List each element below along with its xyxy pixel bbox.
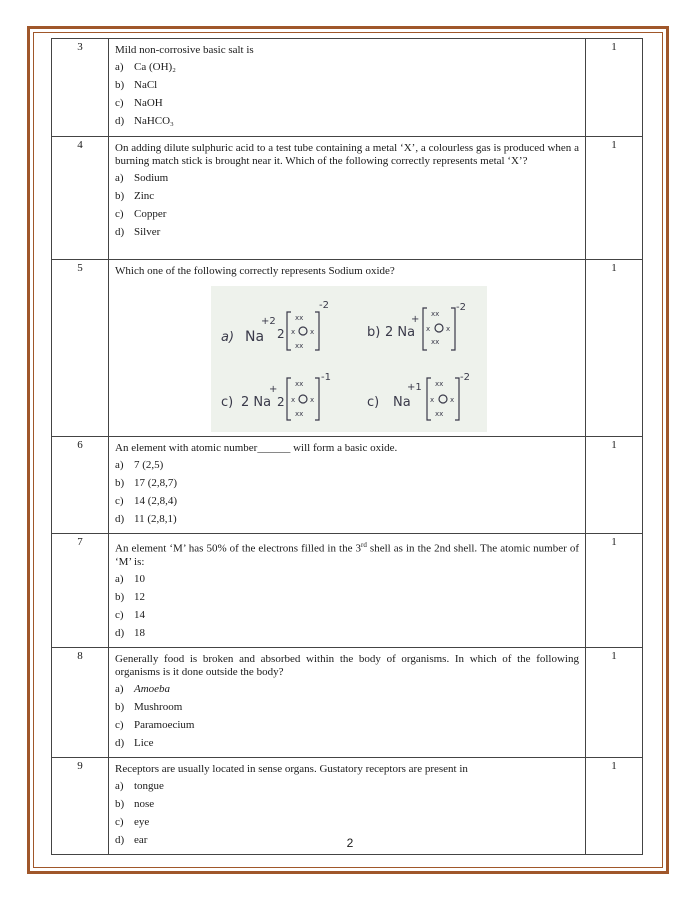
option-item: c) Copper [115, 208, 167, 220]
table-row [52, 39, 643, 137]
questions-table [51, 38, 643, 855]
svg-text:c): c) [221, 395, 234, 410]
structure-option-c1 [221, 372, 331, 420]
option-item: a) tongue [115, 779, 164, 792]
structure-option-c2 [367, 372, 470, 420]
svg-text:x: x [446, 325, 451, 333]
question-text: Generally food is broken and absorbed within the body of organisms. In which of the following organisms is it done outside the body? [115, 652, 579, 678]
question-marks: 1 [586, 39, 643, 137]
question-number: 4 [52, 137, 109, 260]
table-row [52, 260, 643, 437]
svg-text:xx: xx [295, 342, 304, 350]
svg-text:-2: -2 [460, 372, 470, 383]
option-item: c) NaOH [115, 97, 163, 109]
page-number: 2 [346, 836, 354, 850]
option-item: d) ear [115, 833, 148, 846]
svg-text:x: x [430, 396, 435, 404]
svg-text:a): a) [221, 330, 235, 345]
svg-text:-2: -2 [456, 302, 466, 313]
svg-text:x: x [291, 396, 296, 404]
svg-text:2 Na: 2 Na [385, 325, 416, 340]
table-row [52, 137, 643, 260]
question-marks: 1 [586, 260, 643, 437]
svg-text:x: x [310, 328, 315, 336]
option-item: a) 7 (2,5) [115, 459, 164, 471]
table-row [52, 647, 643, 757]
option-item: b) Zinc [115, 190, 155, 202]
question-text: On adding dilute sulphuric acid to a test tube containing a metal ‘X’, a colourless gas is produced when a burning match stick is brought near it. Which of the following correctly represents metal ‘X’? [115, 142, 579, 167]
question-marks: 1 [586, 757, 643, 854]
svg-text:xx: xx [435, 410, 444, 418]
svg-text:x: x [426, 325, 431, 333]
svg-text:xx: xx [435, 380, 444, 388]
question-marks: 1 [586, 647, 643, 757]
option-item: c) Paramoecium [115, 718, 195, 731]
option-item: a) Amoeba [115, 682, 171, 695]
svg-text:x: x [291, 328, 296, 336]
svg-text:xx: xx [431, 310, 440, 318]
question-text: Receptors are usually located in sense organs. Gustatory receptors are present in [115, 762, 468, 775]
question-text: An element ‘M’ has 50% of the electrons filled in the 3rd shell as in the 2nd shell. The atomic number of ‘M’ is: [115, 541, 580, 568]
table-row [52, 437, 643, 534]
svg-text:+1: +1 [407, 382, 422, 393]
svg-text:b): b) [367, 325, 381, 340]
option-item: d) NaHCO₃ [115, 115, 174, 127]
question-number: 6 [52, 437, 109, 534]
option-item: d) 11 (2,8,1) [115, 513, 177, 525]
option-item: b) 12 [115, 590, 145, 603]
option-item: c) 14 (2,8,4) [115, 495, 178, 507]
svg-text:c): c) [367, 395, 380, 410]
option-item: c) eye [115, 815, 150, 828]
question-number: 7 [52, 534, 109, 648]
svg-text:+2: +2 [261, 316, 276, 327]
question-marks: 1 [586, 137, 643, 260]
question-marks: 1 [586, 534, 643, 648]
option-item: c) 14 [115, 608, 145, 621]
svg-text:+: + [269, 384, 278, 395]
svg-text:xx: xx [295, 410, 304, 418]
structure-option-a [221, 300, 329, 350]
question-number: 9 [52, 757, 109, 854]
svg-text:2: 2 [277, 395, 285, 409]
svg-text:xx: xx [431, 338, 440, 346]
svg-text:Na: Na [245, 329, 265, 345]
option-item: a) Ca (OH)₂ [115, 61, 177, 73]
structure-option-b [367, 302, 466, 350]
svg-text:2 Na: 2 Na [241, 395, 272, 410]
svg-text:x: x [450, 396, 455, 404]
option-item: a) 10 [115, 572, 145, 585]
question-text: Which one of the following correctly represents Sodium oxide? [115, 265, 395, 277]
question-number: 5 [52, 260, 109, 437]
question-number: 3 [52, 39, 109, 137]
question-number: 8 [52, 647, 109, 757]
svg-text:-2: -2 [319, 300, 329, 311]
svg-text:2: 2 [277, 327, 285, 341]
option-item: d) 18 [115, 626, 145, 639]
question-text: Mild non-corrosive basic salt is [115, 44, 254, 56]
option-item: b) Mushroom [115, 700, 183, 713]
question-marks: 1 [586, 437, 643, 534]
svg-text:x: x [310, 396, 315, 404]
option-item: d) Lice [115, 736, 154, 749]
table-row [52, 534, 643, 648]
svg-text:-1: -1 [321, 372, 331, 383]
svg-text:Na: Na [393, 395, 411, 410]
option-item: b) 17 (2,8,7) [115, 477, 178, 489]
svg-text:xx: xx [295, 314, 304, 322]
option-item: a) Sodium [115, 172, 169, 184]
svg-text:xx: xx [295, 380, 304, 388]
handwritten-structures-image [211, 286, 487, 432]
option-item: d) Silver [115, 226, 161, 238]
option-item: b) NaCl [115, 79, 158, 91]
question-text: An element with atomic number______ will form a basic oxide. [115, 442, 398, 454]
option-item: b) nose [115, 797, 155, 810]
svg-text:+: + [411, 314, 420, 325]
